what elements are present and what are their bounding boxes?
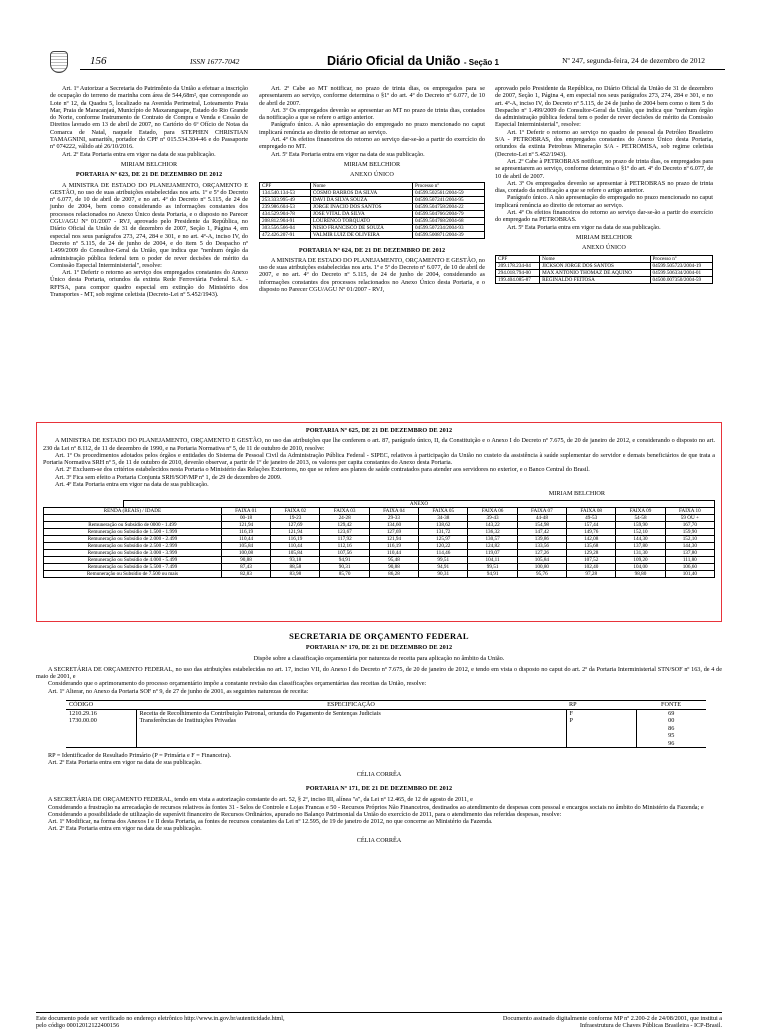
table-row: [496, 269, 713, 276]
paragraph: Art. 5º Esta Portaria entra em vigor na data de sua publicação.: [271, 150, 425, 158]
table-cell: 137,80: [616, 542, 665, 549]
table-cell: 127,26: [517, 549, 566, 556]
table-row: [260, 189, 485, 196]
annex-table: [495, 255, 713, 284]
column-3: [495, 85, 713, 284]
table-row: [44, 549, 715, 556]
table-cell: 107,56: [320, 549, 369, 556]
table-cell: 131,72: [419, 528, 468, 535]
signature: CÉLIA CORRÊA: [356, 836, 402, 844]
table-cell: JORGE INACIO DOS SANTOS: [310, 203, 412, 210]
table-cell: 135,68: [567, 542, 616, 549]
table-header: FAIXA 07: [517, 507, 566, 514]
portaria-heading: PORTARIA Nº 171, DE 21 DE DEZEMBRO DE 2012: [305, 784, 453, 792]
table-row: [66, 717, 706, 725]
table-cell: 121,94: [369, 535, 418, 542]
table-header: FAIXA 05: [419, 507, 468, 514]
paragraph: Art. 1º Alterar, no Anexo da Portaria SOF nº 9, de 27 de junho de 2001, as seguintes naturezas de receita:: [48, 687, 309, 695]
table-cell: Remuneração ou Subsídio de 0000 - 1.499: [44, 521, 222, 528]
table-cell: 04599.506334/2004-01: [650, 269, 712, 276]
table-cell: VALMIR LUIZ DE OLIVEIRA: [310, 231, 412, 238]
table-cell: 04599.504758/2004-22: [413, 203, 485, 210]
table-cell: Remuneração ou Subsídio de 1.500 - 1.999: [44, 528, 222, 535]
table-cell: 121,94: [221, 521, 270, 528]
table-cell: [136, 732, 566, 740]
table-cell: Remuneração ou Subsídio de 5.500 - 7.499: [44, 563, 222, 570]
paragraph: Art. 1º Autorizar a Secretaria do Patrimônio da União a efetuar a inscrição de ocupação do terreno de marinha com área de 544,68m², que corresponde ao Lote nº 12, da Quadra 5, localizado na Avenida Perimetral, Loteamento Praia Mar, Praia de Maracanjaú, Município de Maxaranguape, Estado do Rio Grande do Norte, conforme Instrumento de Contrato de Compra e Venda e Cessão de Direitos lavrado em 13 de abril de 2007, no Cartório do 6º Ofício de Notas da Comarca de Natal, naquele Estado, para STEPHEN CHRISTIAN TAMAGNINI, samaritês, portador do CPF nº 015.534.304-46 e do Passaporte nº 074222, válido até 26/10/2016.: [50, 85, 248, 151]
table-cell: 04599.504766/2004-79: [413, 210, 485, 217]
table-cell: 116,19: [221, 528, 270, 535]
footer-verification: [36, 1015, 366, 1030]
table-row: [44, 563, 715, 570]
table-cell: 131,30: [616, 549, 665, 556]
table-cell: LOURENCO TORQUATO: [310, 217, 412, 224]
table-cell: 127,69: [271, 521, 320, 528]
table-cell: 88,58: [271, 563, 320, 570]
table-header: Nome: [540, 255, 650, 262]
table-cell: 208.812.904-91: [260, 217, 311, 224]
table-cell: 94,91: [419, 563, 468, 570]
table-cell: 152,10: [665, 535, 714, 542]
table-header: RENDA (REAIS) / IDADE: [44, 507, 222, 514]
table-cell: [66, 725, 136, 733]
table-cell: Receita de Recolhimento da Contribuição Patronal, oriunda do Pagamento de Sentenças Judiciais: [136, 709, 566, 717]
table-cell: JOSE VITAL DA SILVA: [310, 210, 412, 217]
table-cell: 100,80: [517, 563, 566, 570]
table-cell: 99,51: [419, 556, 468, 563]
secretaria-section: [36, 628, 722, 847]
paragraph: Art. 2º Esta Portaria entra em vigor na data de sua publicação.: [48, 759, 202, 767]
paragraph: A SECRETÁRIA DE ORÇAMENTO FEDERAL, no uso das atribuições estabelecidas no art. 17, inciso VII, do Anexo I do Decreto nº 7.675, de 20 de janeiro de 2012, e tendo em vista o disposto no caput do art. 2º da Portaria Interministerial STN/SOF nº 163, de 4 de maio de 2001, e: [36, 665, 722, 681]
table-row: [496, 276, 713, 283]
age-range-header: 54-58: [616, 514, 665, 521]
table-cell: Remuneração ou Subsídio de 2.500 - 2.999: [44, 542, 222, 549]
table-cell: 159,90: [665, 528, 714, 535]
coat-of-arms-icon: [50, 51, 68, 73]
table-cell: Transferências de Instituições Privadas: [136, 717, 566, 725]
paragraph: A MINISTRA DE ESTADO DO PLANEJAMENTO, ORÇAMENTO E GESTÃO, no uso de suas atribuições estabelecidas nos arts. 1º e 5º do Decreto nº 6.077, de 10 de abril de 2007, e no art. 4º do Decreto nº 5.115, de 24 de junho de 2004, bem como considerando as informações constantes dos processos relacionados no Anexo Único desta Portaria, e o disposto no Parecer CGU/AGU Nº 01/2007 - RVJ, aprovado pelo Presidente da República, no Diário Oficial da União de 31 de dezembro de 2007, Seção 1, Página 4, em especial nos seus parágrafos 273, 274, 284 e 301, e no art. 4º-A, inciso IV, do Decreto nº 5.115, de 24 de junho de 2004, e do item 5 do Despacho nº 1.499/2009 do Consultor-Geral da União, que indica que "nenhum órgão da administração pública federal tem o poder de rever decisões de mérito da Comissão Especial Interministerial", resolve:: [50, 181, 248, 269]
table-header: FAIXA 03: [320, 507, 369, 514]
table-header: FAIXA 01: [221, 507, 270, 514]
age-range-header: [44, 514, 222, 521]
footer-signature-note: [392, 1015, 722, 1030]
table-cell: [136, 740, 566, 748]
table-cell: 144,30: [665, 542, 714, 549]
table-cell: 119,07: [468, 549, 517, 556]
table-cell: 117,92: [320, 535, 369, 542]
table-cell: 129,42: [320, 521, 369, 528]
table-cell: 04599.505723/2004-19: [650, 262, 712, 269]
table-cell: [566, 740, 636, 748]
table-cell: COSMO BARROS DA SILVA: [310, 189, 412, 196]
paragraph: Parágrafo único. A não apresentação do empregado no prazo mencionado no caput implicará renúncia ao direito de retornar ao serviço.: [259, 121, 485, 136]
table-cell: 105,84: [271, 549, 320, 556]
table-cell: DAVI DA SILVA SOUZA: [310, 196, 412, 203]
table-header: FAIXA 10: [665, 507, 714, 514]
table-header: Processo nº: [413, 182, 485, 189]
table-cell: 130,57: [468, 535, 517, 542]
table-cell: 154,98: [517, 521, 566, 528]
table-cell: 123,67: [320, 528, 369, 535]
table-cell: 90,31: [419, 570, 468, 577]
summary: Dispõe sobre a classificação orçamentária por natureza de receita para aplicação no âmbito da União.: [253, 654, 505, 662]
age-range-header: 59 OU +: [665, 514, 714, 521]
table-cell: Remuneração ou Subsídio de 4.000 - 5.499: [44, 556, 222, 563]
annex-heading: ANEXO ÚNICO: [350, 171, 394, 179]
table-header: CÓDIGO: [66, 701, 136, 710]
table-cell: 102,40: [567, 563, 616, 570]
table-cell: 139,86: [517, 535, 566, 542]
table-cell: P: [566, 717, 636, 725]
table-cell: 99,51: [468, 563, 517, 570]
table-row: [44, 528, 715, 535]
table-cell: 95: [668, 732, 675, 740]
table-cell: 95,48: [369, 556, 418, 563]
annex-table: [259, 182, 485, 239]
table-header: FAIXA 04: [369, 507, 418, 514]
table-cell: 104,11: [468, 556, 517, 563]
table-cell: 152,10: [616, 528, 665, 535]
table-cell: 95,76: [517, 570, 566, 577]
paragraph: Considerando que o aprimoramento do processo orçamentário impõe a constante revisão das classificações orçamentárias das receitas da União, resolve:: [48, 680, 427, 688]
table-cell: 134,60: [369, 521, 418, 528]
footer-url-line[interactable]: Este documento pode ser verificado no endereço eletrônico http://www.in.gov.br/autenticidade.html,: [36, 1015, 285, 1022]
revenue-table: [66, 700, 706, 748]
issn: ISSN 1677-7042: [190, 57, 240, 66]
paragraph: Art. 2º Cabe ao MT notificar, no prazo de trinta dias, os empregados para se apresentarem ao serviço, conforme determina o §1º do art. 4º do Decreto nº 6.077, de 10 de abril de 2007.: [259, 85, 485, 107]
paragraph: A MINISTRA DE ESTADO DO PLANEJAMENTO, ORÇAMENTO E GESTÃO, no uso de suas atribuições estabelecidas nos arts. 1º e 5º do Decreto nº 6.077, de 10 de abril de 2007, e no art. 4º do Decreto nº 5.115, de 24 de junho de 2004, considerando as informações constantes dos processos relacionados no Anexo Único desta Portaria, e o disposto no Parecer CGU/AGU Nº 01/2007 - RVJ,: [259, 256, 485, 294]
table-cell: 98,80: [616, 570, 665, 577]
table-cell: [66, 732, 136, 740]
table-cell: 294.018.794-00: [496, 269, 540, 276]
table-cell: 110,44: [271, 542, 320, 549]
signature: MIRIAM BELCHIOR: [343, 160, 401, 168]
paragraph: Art. 1º Os procedimentos adotados pelos órgãos e entidades do Sistema de Pessoal Civil da Administração Pública Federal - SIPEC, relativos à participação da União no custeio da assistência à saúde suplementar do servidor e demais beneficiários de que trata a Portaria Normativa SRH nº 5, de 11 de outubro de 2010, deverão observar, a partir de 1º de janeiro de 2013, os valores per capita constantes do Anexo desta Portaria.: [43, 451, 715, 467]
table-cell: 1210.29.16: [66, 709, 136, 717]
section-title: SECRETARIA DE ORÇAMENTO FEDERAL: [289, 631, 469, 641]
table-cell: [566, 732, 636, 740]
age-range-header: 29-33: [369, 514, 418, 521]
signature: MIRIAM BELCHIOR: [548, 490, 605, 498]
table-cell: 87,43: [221, 563, 270, 570]
table-header: FAIXA 09: [616, 507, 665, 514]
table-cell: 142,08: [567, 535, 616, 542]
table-row: [44, 570, 715, 577]
table-cell: 137,80: [665, 549, 714, 556]
paragraph: Parágrafo único. A não apresentação do empregado no prazo mencionado no caput implicará renúncia ao direito de retornar ao serviço.: [495, 194, 713, 209]
column-1: [50, 85, 248, 298]
table-cell: [566, 725, 636, 733]
signature: CÉLIA CORRÊA: [356, 770, 402, 778]
table-header: ESPECIFICAÇÃO: [136, 701, 566, 710]
table-cell: 105,84: [517, 556, 566, 563]
table-cell: 125,97: [419, 535, 468, 542]
age-range-header: 24-28: [320, 514, 369, 521]
table-cell: 105,84: [221, 542, 270, 549]
table-header: FAIXA 08: [567, 507, 616, 514]
paragraph: RP = Identificador de Resultado Primário (P = Primária e F = Financeira).: [48, 752, 232, 760]
portaria-heading: PORTARIA Nº 625, DE 21 DE DEZEMBRO DE 2012: [305, 427, 453, 434]
table-cell: 04599.500871/2004-39: [413, 231, 485, 238]
annex-label: ANEXO: [123, 500, 715, 507]
table-cell: 101,40: [665, 570, 714, 577]
edition-date: Nº 247, segunda-feira, 24 de dezembro de 2012: [562, 56, 705, 65]
paragraph: Art. 3º Fica sem efeito a Portaria Conjunta SRH/SOF/MP nº 1, de 29 de dezembro de 2009.: [55, 473, 282, 481]
table-cell: JICKSON JORGE DOS SANTOS: [540, 262, 650, 269]
portaria-heading: PORTARIA Nº 623, DE 21 DE DEZEMBRO DE 2012: [75, 171, 223, 179]
table-row: [66, 740, 706, 748]
table-cell: NISIO FRANCISCO DE SOUZA: [310, 224, 412, 231]
table-cell: 167,70: [665, 521, 714, 528]
table-cell: 106,60: [665, 563, 714, 570]
table-cell: 04599.504768/2004-68: [413, 217, 485, 224]
signature: MIRIAM BELCHIOR: [120, 160, 178, 168]
age-range-header: 19-23: [271, 514, 320, 521]
table-header: FAIXA 06: [468, 507, 517, 514]
table-cell: 04599.507234/2004-93: [413, 224, 485, 231]
paragraph: Art. 3º Os empregados deverão se apresentar à PETROBRAS no prazo de trinta dias, contado da notificação a que se refere o artigo anterior.: [495, 179, 713, 195]
table-cell: 86,28: [369, 570, 418, 577]
table-cell: 90,88: [221, 556, 270, 563]
paragraph: Art. 4º Os efeitos financeiros do retorno ao serviço dar-se-ão a partir do exercício do empregado na PETROBRAS.: [495, 209, 713, 224]
table-cell: 149,76: [567, 528, 616, 535]
signature: MIRIAM BELCHIOR: [575, 233, 633, 241]
portaria-heading: PORTARIA Nº 624, DE 21 DE DEZEMBRO DE 2012: [298, 246, 446, 254]
table-cell: 93,18: [271, 556, 320, 563]
table-cell: 147,42: [517, 528, 566, 535]
table-cell: 90,88: [369, 563, 418, 570]
table-cell: 303.556.566-04: [260, 224, 311, 231]
page-number: 156: [90, 55, 107, 67]
table-cell: 116,19: [271, 535, 320, 542]
table-cell: 129,28: [567, 549, 616, 556]
table-cell: 159,90: [616, 521, 665, 528]
table-cell: 85,70: [320, 570, 369, 577]
table-row: [260, 231, 485, 238]
age-range-header: 00-18: [221, 514, 270, 521]
table-cell: Remuneração ou Subsídio de 2.000 - 2.499: [44, 535, 222, 542]
table-cell: 133,56: [517, 542, 566, 549]
table-header: Processo nº: [650, 255, 712, 262]
paragraph: Art. 4º Os efeitos financeiros do retorno ao serviço dar-se-ão a partir do exercício do empregado no MT.: [259, 136, 485, 151]
paragraph: Art. 2º Excluem-se dos critérios estabelecidos nesta Portaria o Ministério das Relações Exteriores, no que se refere aos planos de saúde contratados para atender aos servidores no exterior, e o Banco Central do Brasil.: [55, 466, 590, 474]
table-cell: 127,69: [369, 528, 418, 535]
table-cell: 00: [668, 717, 675, 725]
table-cell: 04599.502561/2004-59: [413, 189, 485, 196]
page-footer: [36, 1012, 722, 1030]
table-cell: 434.529.904-78: [260, 210, 311, 217]
table-header: FAIXA 02: [271, 507, 320, 514]
paragraph: aprovado pelo Presidente da República, no Diário Oficial da União de 31 de dezembro de 2007, Seção 1, Página 4, em especial nos seus parágrafos 273, 274, 284 e 301, e no art. 4º-A, inciso IV, do Decreto nº 5.115, de 24 de junho de 2004 bem como o item 5 do Despacho nº 1.499/2009 do Consultor-Geral da União, que indica que "nenhum órgão da administração pública federal tem o poder de rever decisões de mérito da Comissão Especial Interministerial", resolve:: [495, 85, 713, 129]
table-header: CPF: [260, 182, 311, 189]
table-row: [44, 521, 715, 528]
table-cell: 253.333.995-49: [260, 196, 311, 203]
table-cell: 104,00: [616, 563, 665, 570]
table-cell: 96: [636, 740, 706, 748]
journal-title: Diário Oficial da União - Seção 1: [327, 54, 499, 68]
faixa-table: [43, 507, 715, 578]
paragraph: Art. 2º Esta Portaria entra em vigor na data de sua publicação.: [48, 825, 202, 833]
annex-heading: ANEXO ÚNICO: [582, 244, 626, 252]
table-row: [260, 217, 485, 224]
header-rule: [80, 69, 725, 70]
table-cell: REGINALDO FEITOSA: [540, 276, 650, 283]
age-range-header: 44-48: [517, 514, 566, 521]
table-row: [44, 542, 715, 549]
table-cell: 94,91: [320, 556, 369, 563]
table-cell: 04500.007350/2004-59: [650, 276, 712, 283]
table-cell: 134.540.134-53: [260, 189, 311, 196]
paragraph: A MINISTRA DE ESTADO DO PLANEJAMENTO, ORÇAMENTO E GESTÃO, no uso das atribuições que lhe conferem o art. 87, parágrafo único, II, da Constituição e o Anexo I do Decreto nº 7.675, de 20 de janeiro de 2012, e considerando o disposto no art. 230 da Lei nº 8.112, de 11 de dezembro de 1990, e na Portaria Normativa nº 5, de 11 de outubro de 2010, resolve:: [43, 437, 715, 452]
table-cell: 100,08: [221, 549, 270, 556]
table-cell: 1730.00.00: [66, 717, 136, 725]
table-row: [66, 732, 706, 740]
paragraph: Art. 3º Os empregados deverão se apresentar ao MT no prazo de trinta dias, contados da notificação a que se refere o artigo anterior.: [259, 106, 485, 122]
paragraph: Considerando a frustração na arrecadação de recursos relativos às fontes 31 - Selos de Controle e Lojas Francas e 50 - Recursos Próprios Não Financeiros, destinados ao atendimento de despesas com pessoal e encargos sociais no âmbito do Ministério da Fazenda; e: [48, 803, 704, 811]
table-row: [496, 262, 713, 269]
paragraph: Art. 2º Cabe à PETROBRAS notificar, no prazo de trinta dias, os empregados para se apresentarem ao serviço, conforme determina o §1º do art. 4º do Decreto nº 6.077, de 10 de abril de 2007.: [495, 157, 713, 180]
table-cell: 107,52: [567, 556, 616, 563]
paragraph: Art. 5º Esta Portaria entra em vigor na data de sua publicação.: [507, 223, 661, 231]
table-header: Nome: [310, 182, 412, 189]
table-cell: Remuneração ou Subsídio de 3.000 - 3.999: [44, 549, 222, 556]
table-cell: 472.426.207-91: [260, 231, 311, 238]
table-cell: 111,80: [665, 556, 714, 563]
table-cell: 116,19: [369, 542, 418, 549]
footer-icp-line: Infraestrutura de Chaves Públicas Brasileira - ICP-Brasil.: [579, 1022, 722, 1030]
table-cell: 143,22: [468, 521, 517, 528]
table-cell: MAX ANTONIO THOMAZ DE AQUINO: [540, 269, 650, 276]
table-cell: [136, 725, 566, 733]
table-row: [260, 203, 485, 210]
table-cell: 86: [668, 724, 675, 732]
table-cell: Remuneração ou Subsídio de 7.500 ou mais: [44, 570, 222, 577]
paragraph: Art. 1º Modificar, na forma dos Anexos I e II desta Portaria, as fontes de recursos constantes da Lei nº 12.595, de 19 de janeiro de 2012, no que concerne ao Ministério da Fazenda.: [48, 818, 493, 826]
table-cell: 121,94: [271, 528, 320, 535]
table-cell: 110,44: [369, 549, 418, 556]
paragraph: Art. 2º Esta Portaria entra em vigor na data de sua publicação.: [62, 150, 216, 158]
table-cell: 136,32: [468, 528, 517, 535]
page-header: [50, 55, 725, 77]
age-range-header: 34-38: [419, 514, 468, 521]
paragraph: Art. 1º Deferir o retorno ao serviço dos empregados constantes do Anexo Único desta Portaria, oriundos da extinta Rede Ferroviária Federal S.A. - RFFSA, para compor quadro especial em extinção do Ministério dos Transportes - MT, sob regime celetista (Decreto-Lei nº 5.452/1943).: [50, 269, 248, 299]
table-cell: 120,22: [419, 542, 468, 549]
paragraph: Art. 4º Esta Portaria entra em vigor na data de sua publicação.: [55, 481, 209, 489]
table-cell: 144,30: [616, 535, 665, 542]
table-cell: 110,44: [221, 535, 270, 542]
table-header: CPF: [496, 255, 540, 262]
table-cell: F: [566, 709, 636, 717]
table-cell: 69: [668, 709, 675, 717]
table-cell: 124,82: [468, 542, 517, 549]
table-cell: [66, 740, 136, 748]
table-cell: 94,91: [468, 570, 517, 577]
paragraph: Art. 1º Deferir o retorno ao serviço no quadro de pessoal da Petróleo Brasileiro S/A - PETROBRAS, dos empregados constantes do Anexo Único desta Portaria, oriundos da extinta Petrobras Mineração S/A - PETROMISA, sob regime celetista (Decreto-Lei nº 5.452/1943).: [495, 128, 713, 158]
table-cell: 239.986.604-53: [260, 203, 311, 210]
table-cell: 112,16: [320, 542, 369, 549]
age-range-header: 49-53: [567, 514, 616, 521]
column-2: [259, 85, 485, 293]
table-row: [44, 556, 715, 563]
age-range-header: 39-43: [468, 514, 517, 521]
table-cell: 82,83: [221, 570, 270, 577]
table-row: [260, 224, 485, 231]
paragraph: A SECRETÁRIA DE ORÇAMENTO FEDERAL, tendo em vista a autorização constante do art. 52, § 2º, inciso III, alínea "a", da Lei nº 12.465, de 12 de agosto de 2011, e: [48, 796, 473, 804]
table-cell: 97,28: [567, 570, 616, 577]
table-row: [260, 196, 485, 203]
table-header: FONTE: [636, 701, 706, 710]
paragraph: Considerando a possibilidade de utilização de superávit financeiro de Recursos Ordinários, apurado no Balanço Patrimonial da União do exercício de 2011, para o atendimento das referidas despesas, resolve:: [48, 810, 562, 818]
table-cell: 04599.507241/2004-95: [413, 196, 485, 203]
footer-mp-line: Documento assinado digitalmente conforme MP nº 2.200-2 de 24/08/2001, que institui a: [502, 1015, 722, 1022]
table-cell: 90,31: [320, 563, 369, 570]
table-cell: 157,44: [567, 521, 616, 528]
table-cell: 209.178.234-04: [496, 262, 540, 269]
table-header: RP: [566, 701, 636, 710]
highlighted-portaria-625: [36, 422, 722, 622]
table-cell: 199.404.085-87: [496, 276, 540, 283]
table-cell: 114,46: [419, 549, 468, 556]
table-row: [260, 210, 485, 217]
portaria-heading: PORTARIA Nº 170, DE 21 DE DEZEMBRO DE 2012: [305, 644, 453, 652]
table-cell: 83,98: [271, 570, 320, 577]
table-cell: 109,20: [616, 556, 665, 563]
table-cell: 138,62: [419, 521, 468, 528]
table-row: [66, 709, 706, 717]
footer-code-line: pelo código 00012012122400156: [36, 1022, 120, 1030]
table-row: [44, 535, 715, 542]
table-row: [66, 725, 706, 733]
